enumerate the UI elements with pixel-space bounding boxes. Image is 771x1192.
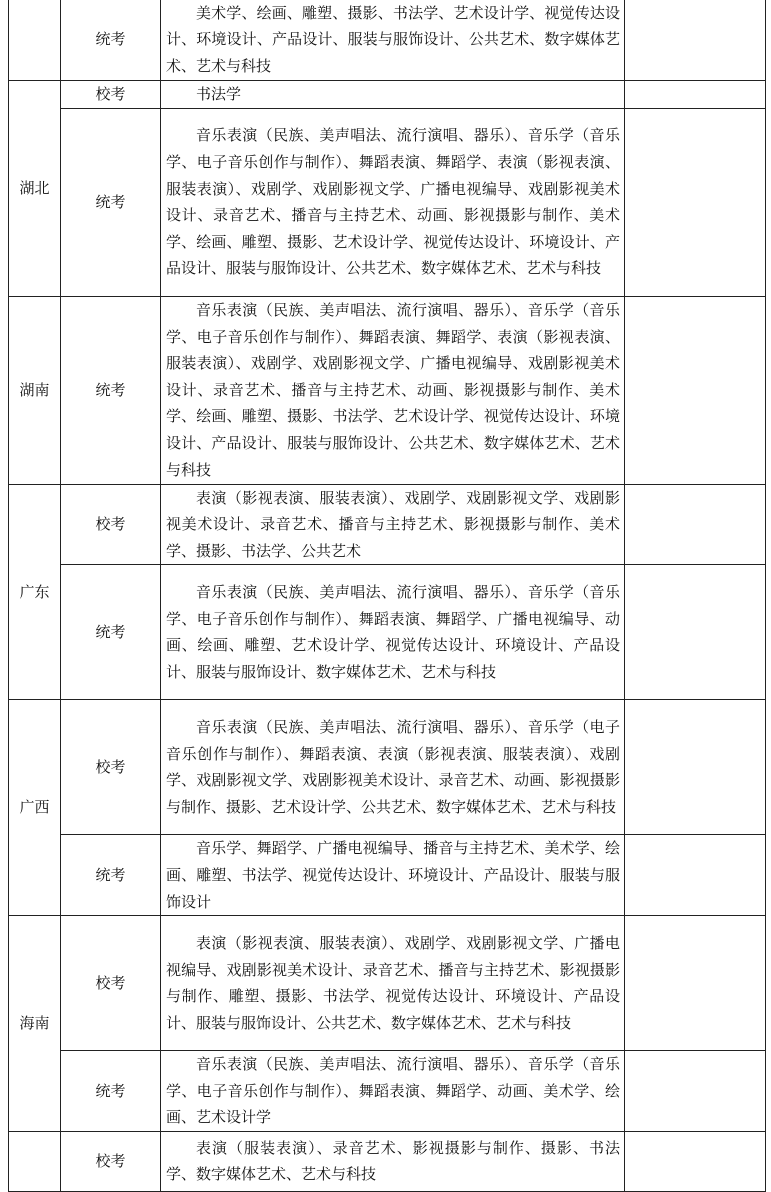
exam-type-cell: 统考 [61,108,161,296]
province-cell: 湖北 [9,81,61,297]
exam-type-cell: 统考 [61,835,161,916]
table-row [9,565,766,700]
majors-cell [161,296,625,484]
table-row [9,81,766,109]
province-cell: 广东 [9,484,61,700]
exam-type-cell: 校考 [61,81,161,109]
remarks-cell [625,296,766,484]
table-row [9,0,766,81]
province-cell: 湖南 [9,296,61,484]
majors-table [8,0,766,1192]
exam-type-cell: 统考 [61,565,161,700]
majors-cell [161,108,625,296]
remarks-cell [625,916,766,1051]
table-row [9,484,766,565]
exam-type-cell: 校考 [61,700,161,835]
majors-text: 书法学 [196,85,242,103]
remarks-cell [625,565,766,700]
province-cell: 海南 [9,916,61,1132]
majors-cell [161,1131,625,1191]
remarks-cell [625,81,766,109]
majors-text: 音乐表演（民族、美声唱法、流行演唱、器乐）、音乐学（音乐学、电子音乐创作与制作）、舞蹈表演、舞蹈学、广播电视编导、动画、绘画、雕塑、艺术设计学、视觉传达设计、环境设计、产品设计、服装与服饰设计、数字媒体艺术、艺术与科技 [166,583,620,681]
remarks-cell [625,484,766,565]
table-row [9,1051,766,1132]
exam-type-cell: 校考 [61,1131,161,1191]
table-row [9,1131,766,1191]
majors-cell [161,484,625,565]
remarks-cell [625,0,766,81]
majors-cell [161,700,625,835]
majors-text: 音乐表演（民族、美声唱法、流行演唱、器乐）、音乐学（电子音乐创作与制作）、舞蹈表演、表演（影视表演、服装表演）、戏剧学、戏剧影视文学、戏剧影视美术设计、录音艺术、动画、影视摄影与制作、摄影、艺术设计学、公共艺术、数字媒体艺术、艺术与科技 [166,718,620,816]
majors-text: 音乐表演（民族、美声唱法、流行演唱、器乐）、音乐学（音乐学、电子音乐创作与制作）、舞蹈表演、舞蹈学、表演（影视表演、服装表演）、戏剧学、戏剧影视文学、广播电视编导、戏剧影视美术设计、录音艺术、播音与主持艺术、动画、影视摄影与制作、美术学、绘画、雕塑、摄影、书法学、艺术设计学、视觉传达设计、环境设计、产品设计、服装与服饰设计、公共艺术、数字媒体艺术、艺术与科技 [166,301,620,479]
exam-type-cell: 校考 [61,484,161,565]
majors-cell [161,81,625,109]
majors-text: 美术学、绘画、雕塑、摄影、书法学、艺术设计学、视觉传达设计、环境设计、产品设计、服装与服饰设计、公共艺术、数字媒体艺术、艺术与科技 [166,3,620,75]
exam-type-cell: 校考 [61,916,161,1051]
remarks-cell [625,108,766,296]
majors-cell [161,0,625,81]
exam-type-cell: 统考 [61,296,161,484]
majors-text: 表演（服装表演）、录音艺术、影视摄影与制作、摄影、书法学、数字媒体艺术、艺术与科技 [166,1138,620,1184]
majors-text: 表演（影视表演、服装表演）、戏剧学、戏剧影视文学、戏剧影视美术设计、录音艺术、播音与主持艺术、影视摄影与制作、美术学、摄影、书法学、公共艺术 [166,488,620,560]
province-cell [9,0,61,81]
table-row [9,916,766,1051]
province-cell: 广西 [9,700,61,916]
table-row [9,835,766,916]
exam-type-cell: 统考 [61,0,161,81]
exam-type-cell: 统考 [61,1051,161,1132]
province-cell [9,1131,61,1191]
majors-text: 音乐学、舞蹈学、广播电视编导、播音与主持艺术、美术学、绘画、雕塑、书法学、视觉传达设计、环境设计、产品设计、服装与服饰设计 [166,839,620,911]
remarks-cell [625,700,766,835]
remarks-cell [625,1131,766,1191]
majors-cell [161,916,625,1051]
majors-text: 音乐表演（民族、美声唱法、流行演唱、器乐）、音乐学（音乐学、电子音乐创作与制作）、舞蹈表演、舞蹈学、表演（影视表演、服装表演）、戏剧学、戏剧影视文学、广播电视编导、戏剧影视美术设计、录音艺术、播音与主持艺术、动画、影视摄影与制作、美术学、绘画、雕塑、摄影、艺术设计学、视觉传达设计、环境设计、产品设计、服装与服饰设计、公共艺术、数字媒体艺术、艺术与科技 [166,126,620,278]
table-row [9,108,766,296]
majors-cell [161,835,625,916]
remarks-cell [625,1051,766,1132]
majors-text: 表演（影视表演、服装表演）、戏剧学、戏剧影视文学、广播电视编导、戏剧影视美术设计、录音艺术、播音与主持艺术、影视摄影与制作、雕塑、摄影、书法学、视觉传达设计、环境设计、产品设计、服装与服饰设计、公共艺术、数字媒体艺术、艺术与科技 [166,933,620,1032]
majors-cell [161,565,625,700]
majors-text: 音乐表演（民族、美声唱法、流行演唱、器乐）、音乐学（音乐学、电子音乐创作与制作）、舞蹈表演、舞蹈学、动画、美术学、绘画、艺术设计学 [166,1055,620,1127]
table-row [9,700,766,835]
majors-cell [161,1051,625,1132]
table-row [9,296,766,484]
remarks-cell [625,835,766,916]
